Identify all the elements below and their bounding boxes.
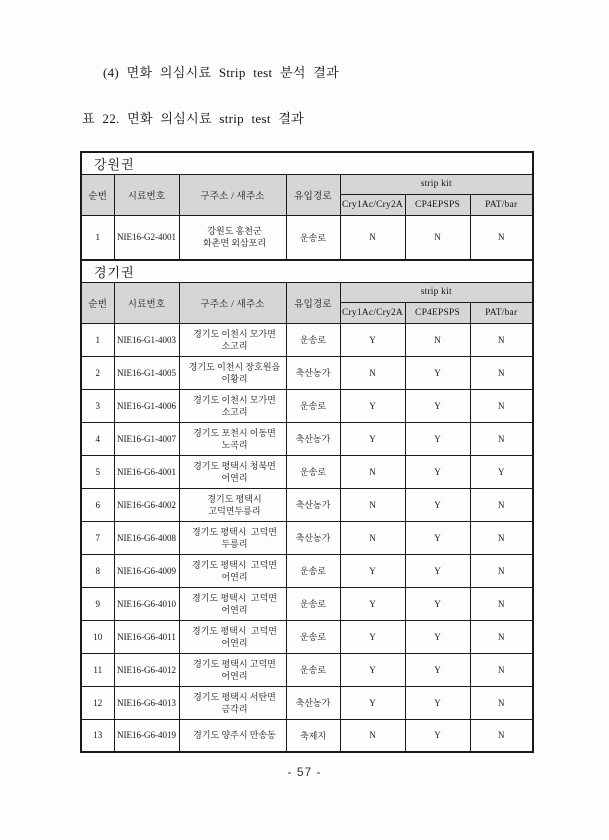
cell-pat-bar: N bbox=[470, 686, 533, 719]
cell-no: 2 bbox=[81, 356, 114, 389]
address-line: 금각리 bbox=[221, 703, 248, 714]
cell-cp4epsps: Y bbox=[405, 653, 470, 686]
section-title: 강원권 bbox=[81, 152, 533, 174]
cell-cp4epsps: Y bbox=[405, 719, 470, 752]
address-line: 경기도 양주시 만송동 bbox=[193, 730, 276, 741]
address-line: 어연리 bbox=[221, 604, 248, 615]
col-header-sample-id: 시료번호 bbox=[114, 174, 179, 215]
address-line: 경기도 평택시 서탄면 bbox=[193, 691, 276, 702]
cell-route: 운송로 bbox=[286, 215, 340, 260]
col-header-sample-id: 시료번호 bbox=[114, 282, 179, 323]
cell-no: 12 bbox=[81, 686, 114, 719]
address-line: 경기도 평택시 고덕면 bbox=[193, 658, 276, 669]
cell-cry1ac-cry2a: Y bbox=[340, 686, 405, 719]
cell-cry1ac-cry2a: Y bbox=[340, 422, 405, 455]
cell-cp4epsps: Y bbox=[405, 521, 470, 554]
address-line: 고덕면두릉리 bbox=[208, 505, 261, 516]
address-line: 어연리 bbox=[221, 571, 248, 582]
cell-cry1ac-cry2a: Y bbox=[340, 653, 405, 686]
cell-pat-bar: N bbox=[470, 521, 533, 554]
table-row bbox=[81, 215, 533, 260]
cell-route: 축산농가 bbox=[286, 356, 340, 389]
cell-route: 축산농가 bbox=[286, 488, 340, 521]
table-container bbox=[80, 151, 532, 753]
address-line: 이황리 bbox=[221, 373, 248, 384]
section-heading: (4) 면화 의심시료 Strip test 분석 결과 bbox=[103, 65, 339, 80]
cell-cp4epsps: Y bbox=[405, 455, 470, 488]
cell-no: 7 bbox=[81, 521, 114, 554]
cell-cry1ac-cry2a: Y bbox=[340, 587, 405, 620]
cell-no: 1 bbox=[81, 323, 114, 356]
cell-cry1ac-cry2a: N bbox=[340, 488, 405, 521]
cell-cp4epsps: Y bbox=[405, 389, 470, 422]
col-header-pat-bar: PAT/bar bbox=[470, 302, 533, 323]
cell-cry1ac-cry2a: N bbox=[340, 455, 405, 488]
table-caption: 표 22. 면화 의심시료 strip test 결과 bbox=[82, 111, 305, 126]
cell-address bbox=[179, 422, 286, 455]
cell-sample-id: NIE16-G6-4011 bbox=[114, 620, 179, 653]
cell-cp4epsps: N bbox=[405, 323, 470, 356]
cell-pat-bar: N bbox=[470, 554, 533, 587]
cell-pat-bar: N bbox=[470, 587, 533, 620]
address-line: 강원도 홍천군 bbox=[207, 226, 262, 237]
cell-pat-bar: N bbox=[470, 389, 533, 422]
cell-no: 11 bbox=[81, 653, 114, 686]
cell-route: 운송로 bbox=[286, 323, 340, 356]
cell-cp4epsps: N bbox=[405, 215, 470, 260]
cell-pat-bar: N bbox=[470, 488, 533, 521]
address-line: 경기도 평택시 고덕면 bbox=[192, 625, 277, 636]
col-header-route: 유입경로 bbox=[286, 282, 340, 323]
col-header-cp4epsps: CP4EPSPS bbox=[405, 302, 470, 323]
cell-route: 운송로 bbox=[286, 587, 340, 620]
cell-route: 운송로 bbox=[286, 389, 340, 422]
col-header-route: 유입경로 bbox=[286, 174, 340, 215]
table-header-row bbox=[81, 174, 533, 194]
table-row bbox=[81, 554, 533, 587]
cell-route: 축제지 bbox=[286, 719, 340, 752]
cell-sample-id: NIE16-G1-4007 bbox=[114, 422, 179, 455]
address-line: 경기도 평택시 고덕면 bbox=[192, 526, 277, 537]
page-number: - 57 - bbox=[287, 765, 322, 779]
cell-no: 4 bbox=[81, 422, 114, 455]
table-row bbox=[81, 653, 533, 686]
cell-cry1ac-cry2a: N bbox=[340, 521, 405, 554]
col-header-cp4epsps: CP4EPSPS bbox=[405, 194, 470, 215]
col-header-strip-kit: strip kit bbox=[340, 174, 533, 194]
cell-sample-id: NIE16-G6-4008 bbox=[114, 521, 179, 554]
cell-address bbox=[179, 686, 286, 719]
cell-route: 운송로 bbox=[286, 653, 340, 686]
cell-address bbox=[179, 488, 286, 521]
address-line: 어연리 bbox=[221, 637, 248, 648]
cell-address bbox=[179, 620, 286, 653]
cell-route: 축산농가 bbox=[286, 521, 340, 554]
cell-address bbox=[179, 719, 286, 752]
strip-test-table bbox=[80, 151, 534, 753]
cell-cp4epsps: Y bbox=[405, 686, 470, 719]
cell-sample-id: NIE16-G6-4002 bbox=[114, 488, 179, 521]
col-header-address: 구주소 / 새주소 bbox=[179, 174, 286, 215]
table-row bbox=[81, 323, 533, 356]
address-line: 소고리 bbox=[221, 406, 248, 417]
cell-no: 10 bbox=[81, 620, 114, 653]
address-line: 어연리 bbox=[221, 670, 248, 681]
cell-pat-bar: Y bbox=[470, 455, 533, 488]
table-row bbox=[81, 389, 533, 422]
table-row bbox=[81, 719, 533, 752]
cell-sample-id: NIE16-G6-4001 bbox=[114, 455, 179, 488]
cell-sample-id: NIE16-G1-4006 bbox=[114, 389, 179, 422]
cell-address bbox=[179, 554, 286, 587]
cell-address bbox=[179, 455, 286, 488]
cell-cp4epsps: Y bbox=[405, 488, 470, 521]
cell-pat-bar: N bbox=[470, 653, 533, 686]
cell-pat-bar: N bbox=[470, 215, 533, 260]
address-line: 어연리 bbox=[221, 472, 248, 483]
cell-cp4epsps: Y bbox=[405, 620, 470, 653]
cell-sample-id: NIE16-G6-4009 bbox=[114, 554, 179, 587]
table-row bbox=[81, 455, 533, 488]
cell-pat-bar: N bbox=[470, 422, 533, 455]
cell-route: 운송로 bbox=[286, 455, 340, 488]
table-row bbox=[81, 620, 533, 653]
cell-cp4epsps: Y bbox=[405, 587, 470, 620]
table-row bbox=[81, 356, 533, 389]
cell-no: 3 bbox=[81, 389, 114, 422]
cell-address bbox=[179, 587, 286, 620]
cell-no: 5 bbox=[81, 455, 114, 488]
address-line: 경기도 이천시 장호원읍 bbox=[188, 361, 281, 372]
address-line: 경기도 평택시 청북면 bbox=[193, 460, 276, 471]
cell-address bbox=[179, 389, 286, 422]
cell-sample-id: NIE16-G2-4001 bbox=[114, 215, 179, 260]
table-row bbox=[81, 488, 533, 521]
cell-cry1ac-cry2a: Y bbox=[340, 323, 405, 356]
cell-cry1ac-cry2a: N bbox=[340, 356, 405, 389]
cell-route: 축산농가 bbox=[286, 686, 340, 719]
cell-route: 운송로 bbox=[286, 620, 340, 653]
col-header-no: 순번 bbox=[81, 174, 114, 215]
cell-cry1ac-cry2a: Y bbox=[340, 389, 405, 422]
cell-cp4epsps: Y bbox=[405, 356, 470, 389]
cell-no: 13 bbox=[81, 719, 114, 752]
cell-sample-id: NIE16-G6-4013 bbox=[114, 686, 179, 719]
table-row bbox=[81, 587, 533, 620]
col-header-strip-kit: strip kit bbox=[340, 282, 533, 302]
address-line: 경기도 평택시 bbox=[207, 493, 262, 504]
cell-cry1ac-cry2a: Y bbox=[340, 620, 405, 653]
address-line: 경기도 포천시 이동면 bbox=[193, 427, 276, 438]
cell-cry1ac-cry2a: N bbox=[340, 215, 405, 260]
cell-sample-id: NIE16-G6-4019 bbox=[114, 719, 179, 752]
cell-no: 9 bbox=[81, 587, 114, 620]
cell-route: 운송로 bbox=[286, 554, 340, 587]
address-line: 경기도 이천시 모가면 bbox=[193, 328, 276, 339]
cell-sample-id: NIE16-G1-4005 bbox=[114, 356, 179, 389]
col-header-cry1ac-cry2a: Cry1Ac/Cry2A bbox=[340, 194, 405, 215]
col-header-no: 순번 bbox=[81, 282, 114, 323]
table-row bbox=[81, 422, 533, 455]
cell-address bbox=[179, 521, 286, 554]
cell-pat-bar: N bbox=[470, 719, 533, 752]
cell-address bbox=[179, 215, 286, 260]
cell-pat-bar: N bbox=[470, 356, 533, 389]
table-header-row bbox=[81, 282, 533, 302]
address-line: 노곡리 bbox=[221, 439, 248, 450]
address-line: 경기도 평택시 고덕면 bbox=[192, 559, 277, 570]
cell-pat-bar: N bbox=[470, 323, 533, 356]
cell-cp4epsps: Y bbox=[405, 554, 470, 587]
section-title: 경기권 bbox=[81, 260, 533, 282]
cell-route: 축산농가 bbox=[286, 422, 340, 455]
address-line: 두릉리 bbox=[221, 538, 248, 549]
table-row bbox=[81, 686, 533, 719]
cell-sample-id: NIE16-G6-4010 bbox=[114, 587, 179, 620]
table-row bbox=[81, 521, 533, 554]
cell-sample-id: NIE16-G1-4003 bbox=[114, 323, 179, 356]
cell-cry1ac-cry2a: N bbox=[340, 719, 405, 752]
cell-address bbox=[179, 356, 286, 389]
cell-no: 1 bbox=[81, 215, 114, 260]
cell-no: 8 bbox=[81, 554, 114, 587]
section-title-row bbox=[81, 260, 533, 282]
col-header-pat-bar: PAT/bar bbox=[470, 194, 533, 215]
address-line: 소고리 bbox=[221, 340, 248, 351]
cell-address bbox=[179, 653, 286, 686]
section-title-row bbox=[81, 152, 533, 174]
cell-cp4epsps: Y bbox=[405, 422, 470, 455]
address-line: 경기도 평택시 고덕면 bbox=[192, 592, 277, 603]
address-line: 화촌면 외삼포리 bbox=[202, 238, 267, 249]
col-header-cry1ac-cry2a: Cry1Ac/Cry2A bbox=[340, 302, 405, 323]
cell-cry1ac-cry2a: Y bbox=[340, 554, 405, 587]
address-line: 경기도 이천시 모가면 bbox=[193, 394, 276, 405]
cell-pat-bar: N bbox=[470, 620, 533, 653]
cell-address bbox=[179, 323, 286, 356]
cell-sample-id: NIE16-G6-4012 bbox=[114, 653, 179, 686]
cell-no: 6 bbox=[81, 488, 114, 521]
col-header-address: 구주소 / 새주소 bbox=[179, 282, 286, 323]
